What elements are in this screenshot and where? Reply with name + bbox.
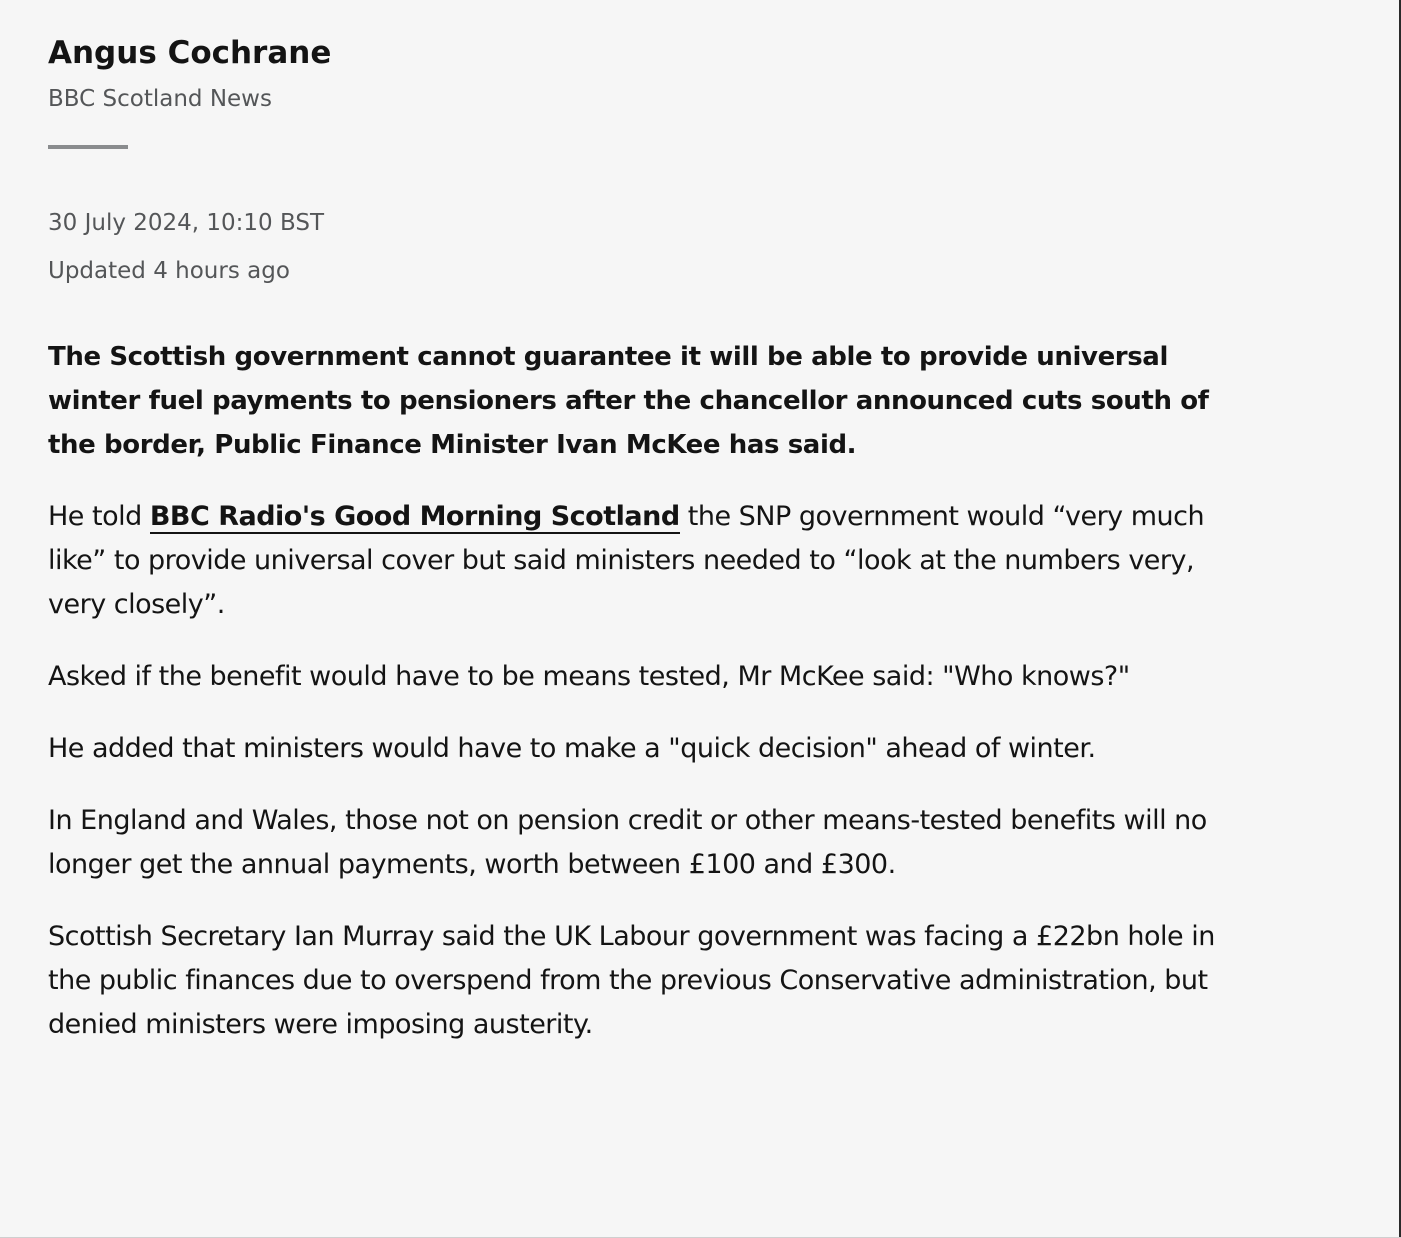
paragraph-text: the SNP government would “very much like” to provide universal cover but said ministers needed to “look at the numbers very, very closely”. <box>48 501 1205 620</box>
paragraph-text: He told <box>48 501 150 532</box>
good-morning-scotland-link[interactable]: BBC Radio's Good Morning Scotland <box>149 501 680 532</box>
article-paragraph-4: In England and Wales, those not on pension credit or other means-tested benefits will no longer get the annual payments, worth between £100 and £300. <box>48 805 1207 880</box>
author-organisation: BBC Scotland News <box>48 86 272 112</box>
byline-divider <box>48 145 128 149</box>
article-paragraph-5: Scottish Secretary Ian Murray said the UK Labour government was facing a £22bn hole in the public finances due to overspend from the previous Conservative administration, but denied ministers were imposing austerity. <box>48 921 1215 1040</box>
article <box>48 28 1218 1047</box>
article-paragraph-3: He added that ministers would have to make a "quick decision" ahead of winter. <box>48 733 1096 764</box>
article-intro: The Scottish government cannot guarantee it will be able to provide universal winter fuel payments to pensioners after the chancellor announced cuts south of the border, Public Finance Minister Ivan McKee has said. <box>48 342 1209 460</box>
article-paragraph-1 <box>48 495 1218 627</box>
article-meta <box>48 199 1218 295</box>
byline <box>48 28 1218 149</box>
author-name: Angus Cochrane <box>48 35 332 71</box>
article-paragraph-2: Asked if the benefit would have to be means tested, Mr McKee said: "Who knows?" <box>48 661 1130 692</box>
published-timestamp: 30 July 2024, 10:10 BST <box>48 210 325 236</box>
updated-timestamp: Updated 4 hours ago <box>48 258 290 284</box>
